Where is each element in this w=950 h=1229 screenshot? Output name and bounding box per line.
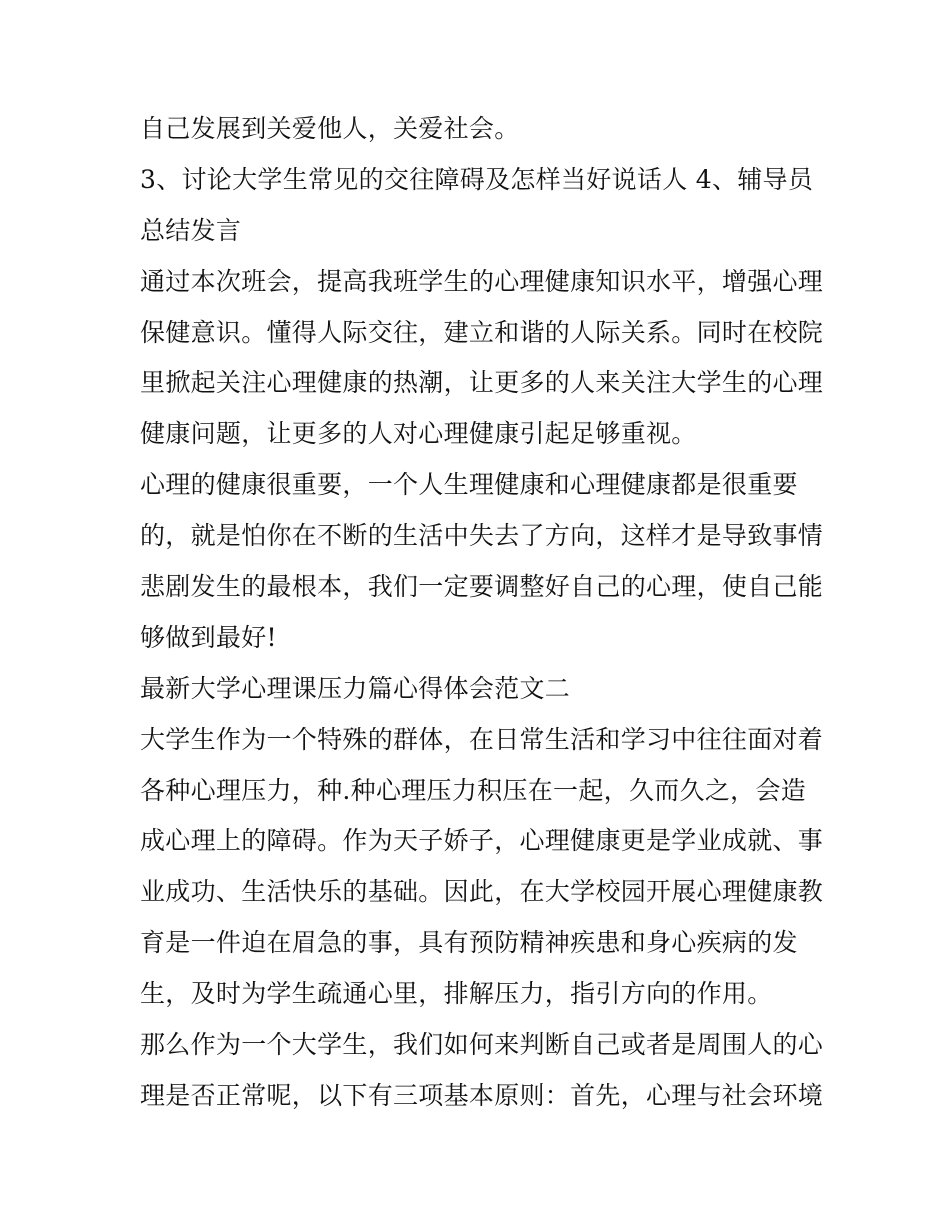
text-line: 保健意识。懂得人际交往，建立和谐的人际关系。同时在校院 [140,317,824,347]
text-line: 的，就是怕你在不断的生活中失去了方向，这样才是导致事情 [140,521,824,551]
text-line: 总结发言 [140,215,242,245]
text-line: 育是一件迫在眉急的事，具有预防精神疾患和身心疾病的发 [140,928,798,958]
text-line: 心理的健康很重要，一个人生理健康和心理健康都是很重要 [140,470,798,500]
text-line: 那么作为一个大学生，我们如何来判断自己或者是周围人的心 [140,1030,824,1060]
text-line: 大学生作为一个特殊的群体，在日常生活和学习中往往面对着 [140,724,824,754]
text-line: 自己发展到关爱他人，关爱社会。 [140,114,520,143]
text-line: 各种心理压力，种.种心理压力积压在一起，久而久之，会造 [140,775,807,805]
text-line: 健康问题，让更多的人对心理健康引起足够重视。 [140,419,697,449]
document-body [140,104,824,1122]
text-line: 业成功、生活快乐的基础。因此，在大学校园开展心理健康教 [140,877,824,907]
text-line: 够做到最好! [140,622,277,652]
section-heading: 最新大学心理课压力篇心得体会范文二 [140,673,571,703]
text-line: 理是否正常呢，以下有三项基本原则：首先，心理与社会环境 [140,1080,824,1110]
text-line: 生，及时为学生疏通心里，排解压力，指引方向的作用。 [140,979,773,1009]
text-line: 悲剧发生的最根本，我们一定要调整好自己的心理，使自己能 [140,572,824,602]
text-line: 通过本次班会，提高我班学生的心理健康知识水平，增强心理 [140,266,824,296]
text-line: 里掀起关注心理健康的热潮，让更多的人来关注大学生的心理 [140,368,824,398]
text-line: 成心理上的障碍。作为天子娇子，心理健康更是学业成就、事 [140,826,824,856]
text-line: 3、讨论大学生常见的交往障碍及怎样当好说话人 4、辅导员 [140,164,814,194]
